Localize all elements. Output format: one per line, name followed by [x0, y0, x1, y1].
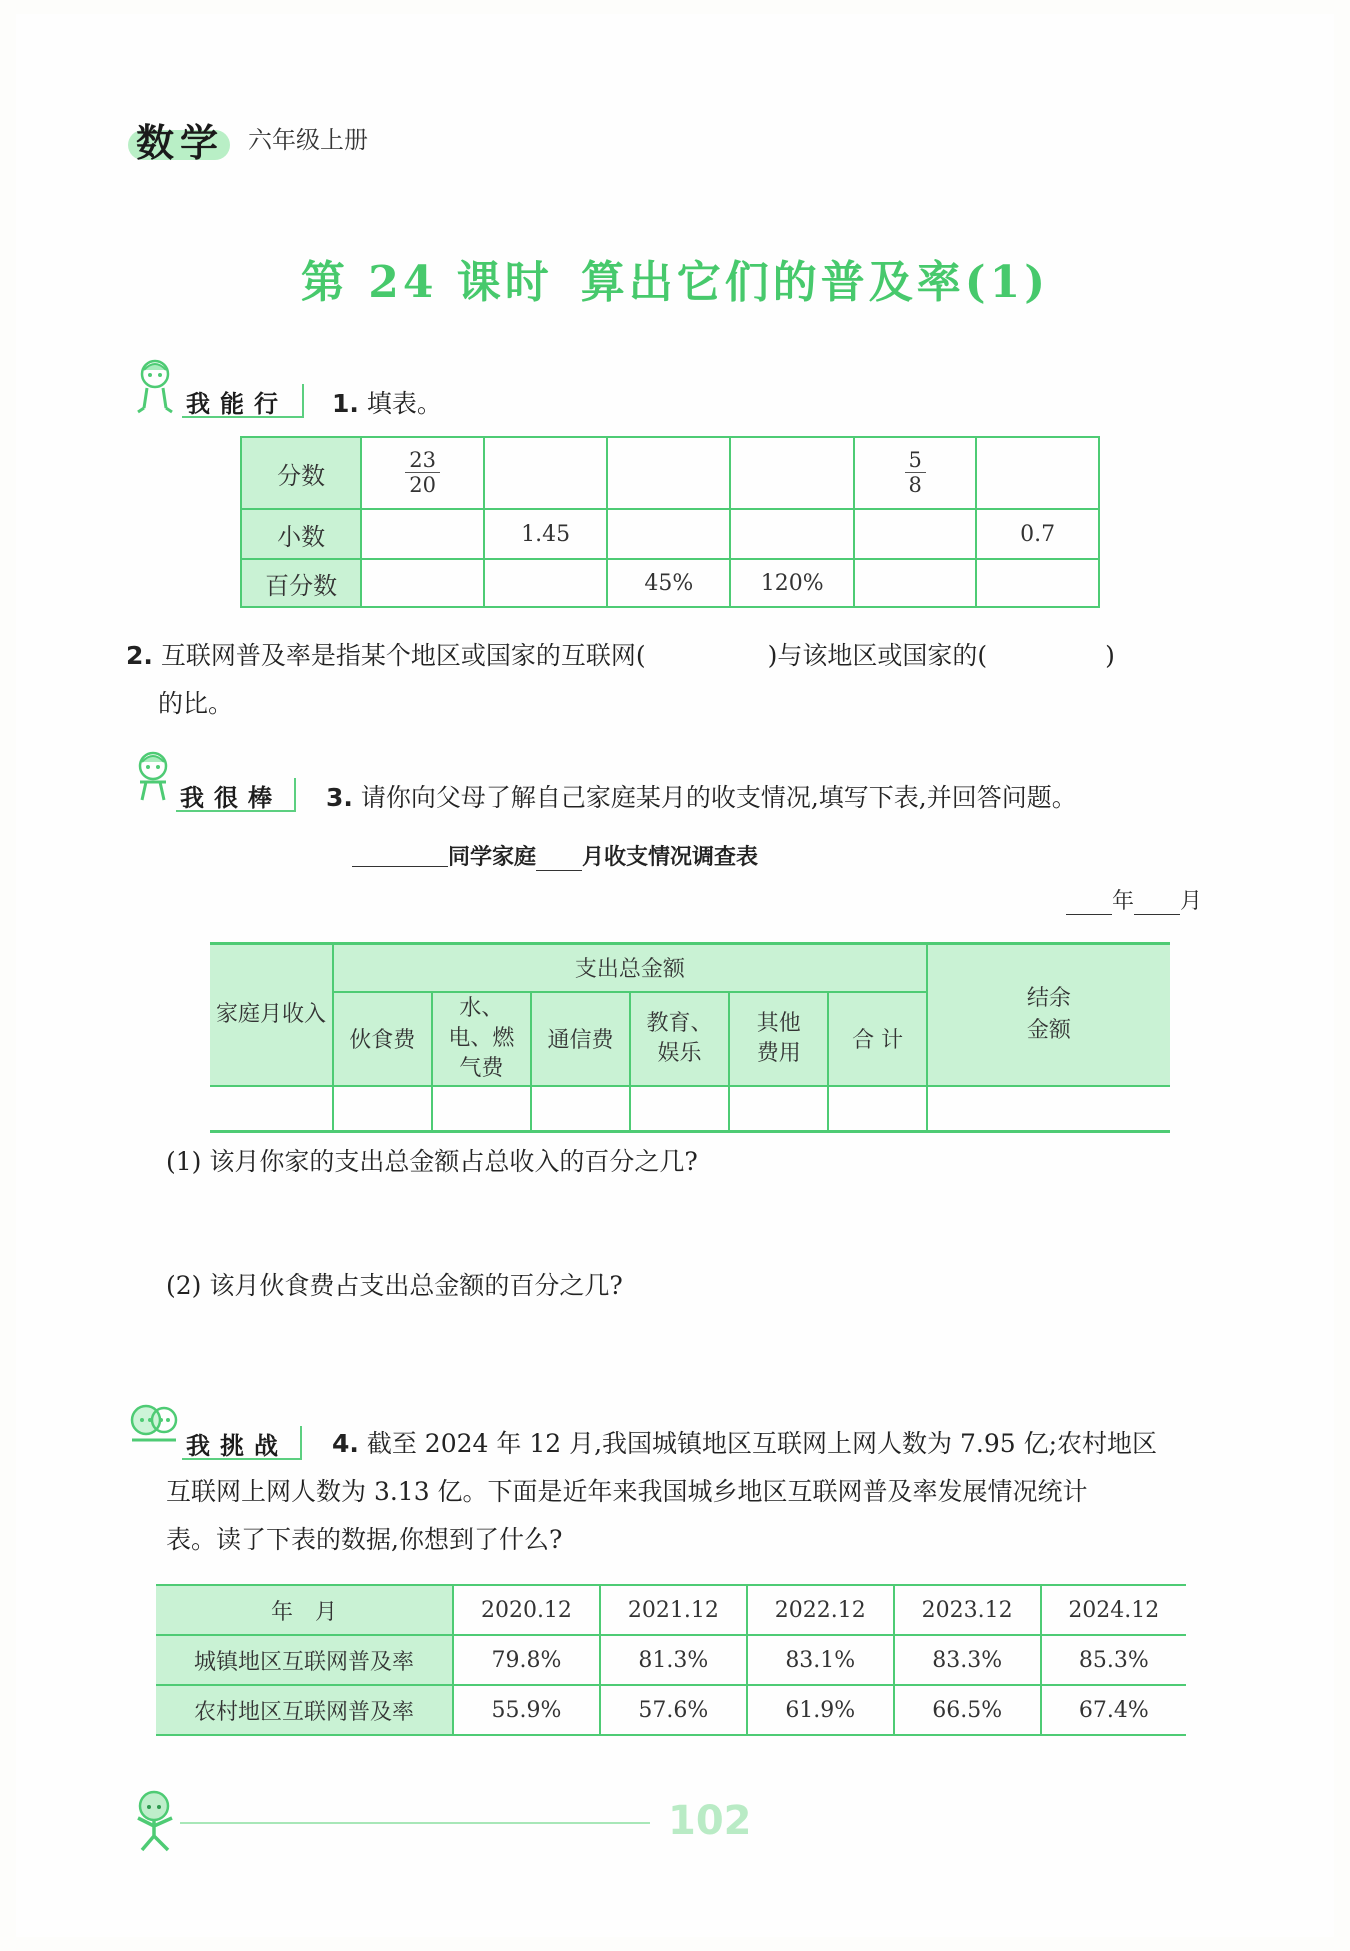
expense-total-header: 支出总金额 [333, 944, 927, 992]
year-label: 年 [1112, 889, 1135, 914]
telecom-cell[interactable] [531, 1086, 630, 1132]
q4-text-line3: 表。读了下表的数据,你想到了什么? [166, 1525, 563, 1554]
question-1 [332, 380, 442, 428]
survey-title-a: 同学家庭 [448, 845, 537, 870]
internet-penetration-table [156, 1584, 1186, 1736]
rural-rate: 57.6% [600, 1685, 747, 1735]
q3-subquestion-1: (1) 该月你家的支出总金额占总收入的百分之几? [166, 1147, 698, 1176]
percent-cell[interactable] [854, 559, 976, 607]
tag-underline [176, 810, 294, 812]
grade-label: 六年级上册 [248, 126, 368, 154]
food-header: 伙食费 [333, 992, 432, 1086]
percent-cell: 120% [730, 559, 854, 607]
decimal-cell[interactable] [854, 509, 976, 559]
lesson-name: 算出它们的普及率(1) [580, 257, 1050, 308]
row-header-decimal: 小数 [241, 509, 361, 559]
year-header: 2024.12 [1041, 1585, 1186, 1635]
section-tag-1: 我能行 [186, 390, 288, 418]
telecom-header: 通信费 [531, 992, 630, 1086]
education-cell[interactable] [630, 1086, 729, 1132]
year-header: 2021.12 [600, 1585, 747, 1635]
conversion-table [240, 436, 1100, 608]
question-3 [326, 774, 1077, 822]
fraction-cell [361, 437, 484, 509]
tag-divider [300, 1426, 302, 1460]
month-label: 月 [1180, 889, 1203, 914]
balance-header: 结余金额 [927, 944, 1170, 1086]
decimal-cell[interactable] [730, 509, 854, 559]
decimal-cell: 1.45 [484, 509, 607, 559]
urban-rate: 83.1% [747, 1635, 894, 1685]
q2-text-part2: )与该地区或国家的( [767, 641, 988, 670]
rural-rate: 66.5% [894, 1685, 1041, 1735]
q4-label: 4. [332, 1429, 359, 1458]
fraction-denominator: 20 [409, 473, 437, 497]
sum-header: 合 计 [828, 992, 927, 1086]
q3-subquestion-2: (2) 该月伙食费占支出总金额的百分之几? [166, 1271, 623, 1300]
section-tag-2: 我很棒 [180, 784, 282, 812]
rural-rate: 55.9% [453, 1685, 600, 1735]
year-header: 2022.12 [747, 1585, 894, 1635]
decimal-cell[interactable] [361, 509, 484, 559]
subject-title: 数学 [136, 121, 225, 165]
decimal-cell: 0.7 [976, 509, 1099, 559]
urban-rate: 81.3% [600, 1635, 747, 1685]
q1-label: 1. [332, 389, 359, 418]
utilities-cell[interactable] [432, 1086, 532, 1132]
lesson-number: 第 24 课时 [300, 257, 553, 308]
q2-text-part1: 互联网普及率是指某个地区或国家的互联网( [160, 641, 646, 670]
q4-text-line1: 截至 2024 年 12 月,我国城镇地区互联网上网人数为 7.95 亿;农村地区 [366, 1429, 1158, 1458]
rural-rate: 61.9% [747, 1685, 894, 1735]
education-header: 教育、娱乐 [630, 992, 729, 1086]
month-blank[interactable] [536, 846, 582, 871]
utilities-header: 水、电、燃气费 [432, 992, 532, 1086]
other-header: 其他费用 [729, 992, 828, 1086]
fraction-cell[interactable] [730, 437, 854, 509]
balance-cell[interactable] [927, 1086, 1170, 1132]
survey-table [210, 942, 1170, 1133]
q1-text: 填表。 [366, 389, 442, 418]
lesson-title [0, 246, 1350, 310]
survey-title [448, 840, 758, 871]
question-4-line1 [332, 1420, 1232, 1468]
mascot-icon [132, 358, 178, 416]
income-cell[interactable] [210, 1086, 333, 1132]
month-blank[interactable] [1134, 890, 1180, 915]
mascot-icon [126, 1398, 182, 1454]
tag-underline [182, 416, 302, 418]
tag-divider [302, 384, 304, 418]
name-blank[interactable] [352, 866, 448, 867]
year-header: 2020.12 [453, 1585, 600, 1635]
page-number: 102 [668, 1798, 752, 1844]
mascot-icon [130, 750, 176, 806]
percent-cell[interactable] [361, 559, 484, 607]
tag-divider [294, 778, 296, 812]
urban-rate: 83.3% [894, 1635, 1041, 1685]
fraction-cell[interactable] [484, 437, 607, 509]
urban-row-label: 城镇地区互联网普及率 [156, 1635, 453, 1685]
q2-label: 2. [126, 641, 153, 670]
fraction-numerator: 5 [905, 448, 926, 473]
sum-cell[interactable] [828, 1086, 927, 1132]
fraction-cell[interactable] [607, 437, 730, 509]
q2-line2: 的比。 [158, 689, 234, 718]
period-header: 年 月 [156, 1585, 453, 1635]
percent-cell: 45% [607, 559, 730, 607]
fraction-denominator: 8 [908, 473, 922, 497]
fraction-cell [854, 437, 976, 509]
tag-underline [182, 1458, 300, 1460]
q3-text: 请你向父母了解自己家庭某月的收支情况,填写下表,并回答问题。 [360, 783, 1077, 812]
mascot-icon [128, 1788, 188, 1854]
other-cell[interactable] [729, 1086, 828, 1132]
rural-rate: 67.4% [1041, 1685, 1186, 1735]
income-header: 家庭月收入 [210, 944, 333, 1086]
section-tag-3: 我挑战 [186, 1432, 288, 1460]
percent-cell[interactable] [976, 559, 1099, 607]
footer-rule [180, 1822, 650, 1824]
rural-row-label: 农村地区互联网普及率 [156, 1685, 453, 1735]
row-header-fraction: 分数 [241, 437, 361, 509]
fraction-numerator: 23 [405, 448, 440, 473]
fraction-cell[interactable] [976, 437, 1099, 509]
survey-title-b: 月收支情况调查表 [582, 845, 759, 870]
food-cell[interactable] [333, 1086, 432, 1132]
row-header-percent: 百分数 [241, 559, 361, 607]
q4-text-line2: 互联网上网人数为 3.13 亿。下面是近年来我国城乡地区互联网普及率发展情况统计 [166, 1477, 1088, 1506]
percent-cell[interactable] [484, 559, 607, 607]
year-blank[interactable] [1066, 890, 1112, 915]
date-line [1066, 884, 1202, 915]
q3-label: 3. [326, 783, 353, 812]
q2-text-part3: ) [1105, 641, 1115, 670]
question-2 [126, 632, 1226, 680]
decimal-cell[interactable] [607, 509, 730, 559]
year-header: 2023.12 [894, 1585, 1041, 1635]
urban-rate: 79.8% [453, 1635, 600, 1685]
urban-rate: 85.3% [1041, 1635, 1186, 1685]
